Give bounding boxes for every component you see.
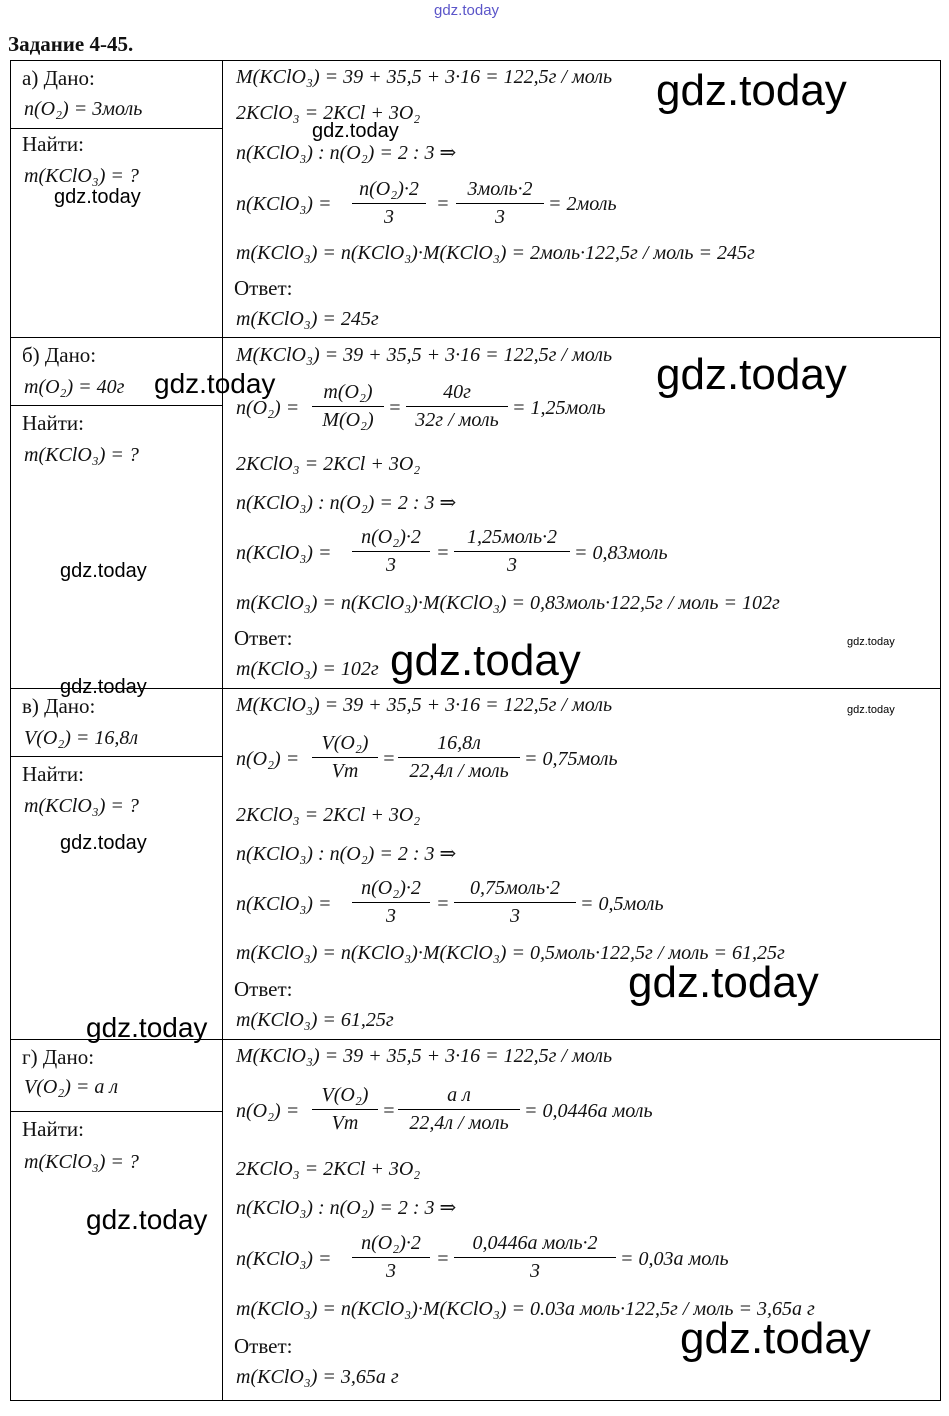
section-d-naiti: Найти:	[22, 1117, 84, 1141]
watermark: gdz.today	[60, 676, 147, 698]
section-c-equals-2: =	[436, 893, 450, 915]
given-divider	[10, 756, 222, 757]
section-a-find: m(KClO₃) = ?	[24, 165, 139, 187]
section-c-molar-mass: M(KClO₃) = 39 + 35,5 + 3·16 = 122,5г / моль	[236, 694, 613, 716]
watermark: gdz.today	[86, 1012, 208, 1043]
watermark: gdz.today	[680, 1314, 871, 1363]
watermark: gdz.today	[60, 832, 147, 854]
row-divider	[10, 337, 940, 338]
section-d-equation: 2KClO₃ = 2KCl + 3O₂	[236, 1158, 421, 1180]
section-c-nk-result: = 0,5моль	[580, 893, 664, 915]
watermark: gdz.today	[847, 636, 895, 648]
watermark: gdz.today	[847, 704, 895, 716]
section-a-fraction-2: 3моль·2 3	[456, 178, 544, 229]
section-c-given: V(O₂) = 16,8л	[24, 727, 139, 749]
watermark: gdz.today	[390, 636, 581, 685]
section-c-equation: 2KClO₃ = 2KCl + 3O₂	[236, 804, 421, 826]
given-divider	[10, 128, 222, 129]
section-c-equals: =	[382, 748, 396, 770]
section-b-fraction-1: $\frac{\text{m(O₂)}}{\text{M(O₂)}}$	[312, 381, 384, 432]
section-b-ratio: n(KClO₃) : n(O₂) = 2 : 3 ⇒	[236, 492, 457, 514]
section-d-n-result: = 0,0446a моль	[524, 1100, 653, 1122]
page-title: Задание 4-45.	[8, 32, 134, 56]
section-c-ratio: n(KClO₃) : n(O₂) = 2 : 3 ⇒	[236, 843, 457, 865]
section-c-naiti: Найти:	[22, 762, 84, 786]
section-d-n-label: n(O₂) =	[236, 1100, 300, 1122]
row-divider	[10, 688, 940, 689]
section-b-equals: =	[388, 397, 402, 419]
section-c-n-result: = 0,75моль	[524, 748, 618, 770]
watermark: gdz.today	[656, 350, 847, 399]
section-b-equals-2: =	[436, 542, 450, 564]
section-d-fraction-1: $\frac{\text{V(O₂)}}{Vm}$	[312, 1084, 378, 1135]
section-c-answer: m(KClO₃) = 61,25г	[236, 1009, 394, 1031]
section-d-nk-result: = 0,03a моль	[620, 1248, 729, 1270]
section-d-molar-mass: M(KClO₃) = 39 + 35,5 + 3·16 = 122,5г / моль	[236, 1045, 613, 1067]
section-c-fraction-4: 0,75моль·2 3	[454, 877, 576, 928]
section-d-ratio: n(KClO₃) : n(O₂) = 2 : 3 ⇒	[236, 1197, 457, 1219]
watermark: gdz.today	[628, 958, 819, 1007]
section-b-given: m(O₂) = 40г	[24, 376, 125, 398]
section-b-n-result: = 1,25моль	[512, 397, 606, 419]
section-a-molar-mass: M(KClO₃) = 39 + 35,5 + 3·16 = 122,5г / моль	[236, 66, 613, 88]
given-divider	[10, 405, 222, 406]
section-d-equals-2: =	[436, 1248, 450, 1270]
section-a-n-result: = 2моль	[548, 193, 617, 215]
section-c-fraction-1: $\frac{\text{V(O₂)}}{Vm}$	[312, 732, 378, 783]
section-b-nk-result: = 0,83моль	[574, 542, 668, 564]
section-a-mass-calc: m(KClO₃) = n(KClO₃)·M(KClO₃) = 2моль·122,5г / моль = 245г	[236, 242, 755, 264]
watermark: gdz.today	[86, 1204, 208, 1235]
section-c-fraction-2: 16,8л 22,4л / моль	[398, 732, 520, 783]
section-d-mass-calc: m(KClO₃) = n(KClO₃)·M(KClO₃) = 0.03a моль·122,5г / моль = 3,65a г	[236, 1298, 815, 1320]
section-a-ratio: n(KClO₃) : n(O₂) = 2 : 3 ⇒	[236, 142, 457, 164]
column-divider	[222, 60, 223, 1400]
section-c-answer-label: Ответ:	[234, 977, 293, 1001]
section-d-dano: г) Дано:	[22, 1045, 95, 1069]
section-a-equation: 2KClO₃ = 2KCl + 3O₂	[236, 102, 421, 124]
section-d-equals: =	[382, 1100, 396, 1122]
section-b-find: m(KClO₃) = ?	[24, 444, 139, 466]
section-d-nk-label: n(KClO₃) =	[236, 1248, 332, 1270]
section-c-nk-label: n(KClO₃) =	[236, 893, 332, 915]
section-a-dano: а) Дано:	[22, 66, 95, 90]
watermark: gdz.today	[60, 560, 147, 582]
section-c-find: m(KClO₃) = ?	[24, 795, 139, 817]
section-a-fraction-1: $\frac{\text{n(O₂)·2}}{3}$	[352, 178, 426, 229]
watermark: gdz.today	[656, 66, 847, 115]
section-b-fraction-3: $\frac{\text{n(O₂)·2}}{3}$	[352, 526, 430, 577]
section-b-equation: 2KClO₃ = 2KCl + 3O₂	[236, 453, 421, 475]
section-a-n-label: n(KClO₃) =	[236, 193, 332, 215]
section-a-answer-label: Ответ:	[234, 276, 293, 300]
section-d-answer-label: Ответ:	[234, 1334, 293, 1358]
section-c-n-label: n(O₂) =	[236, 748, 300, 770]
section-b-answer: m(KClO₃) = 102г	[236, 658, 379, 680]
section-b-n-label: n(O₂) =	[236, 397, 300, 419]
section-a-given: n(O₂) = 3моль	[24, 98, 143, 120]
section-a-equals: =	[436, 193, 450, 215]
section-b-dano: б) Дано:	[22, 343, 97, 367]
section-d-answer: m(KClO₃) = 3,65a г	[236, 1366, 399, 1388]
section-d-fraction-2: a л 22,4л / моль	[398, 1084, 520, 1135]
section-d-fraction-4: 0,0446a моль·2 3	[454, 1232, 616, 1283]
watermark: gdz.today	[54, 186, 141, 208]
watermark: gdz.today	[154, 368, 276, 399]
section-b-fraction-2: 40г 32г / моль	[406, 381, 508, 432]
section-b-answer-label: Ответ:	[234, 626, 293, 650]
watermark: gdz.today	[312, 120, 399, 142]
section-d-find: m(KClO₃) = ?	[24, 1151, 139, 1173]
section-d-fraction-3: $\frac{\text{n(O₂)·2}}{3}$	[352, 1232, 430, 1283]
section-c-mass-calc: m(KClO₃) = n(KClO₃)·M(KClO₃) = 0,5моль·122,5г / моль = 61,25г	[236, 942, 785, 964]
section-a-naiti: Найти:	[22, 132, 84, 156]
section-c-fraction-3: $\frac{\text{n(O₂)·2}}{3}$	[352, 877, 430, 928]
section-b-naiti: Найти:	[22, 411, 84, 435]
section-a-answer: m(KClO₃) = 245г	[236, 308, 379, 330]
top-watermark: gdz.today	[434, 2, 500, 19]
section-b-nk-label: n(KClO₃) =	[236, 542, 332, 564]
section-b-fraction-4: 1,25моль·2 3	[454, 526, 570, 577]
section-c-dano: в) Дано:	[22, 694, 96, 718]
given-divider	[10, 1111, 222, 1112]
section-b-molar-mass: M(KClO₃) = 39 + 35,5 + 3·16 = 122,5г / моль	[236, 344, 613, 366]
section-d-given: V(O₂) = a л	[24, 1076, 119, 1098]
section-b-mass-calc: m(KClO₃) = n(KClO₃)·M(KClO₃) = 0,83моль·122,5г / моль = 102г	[236, 592, 780, 614]
